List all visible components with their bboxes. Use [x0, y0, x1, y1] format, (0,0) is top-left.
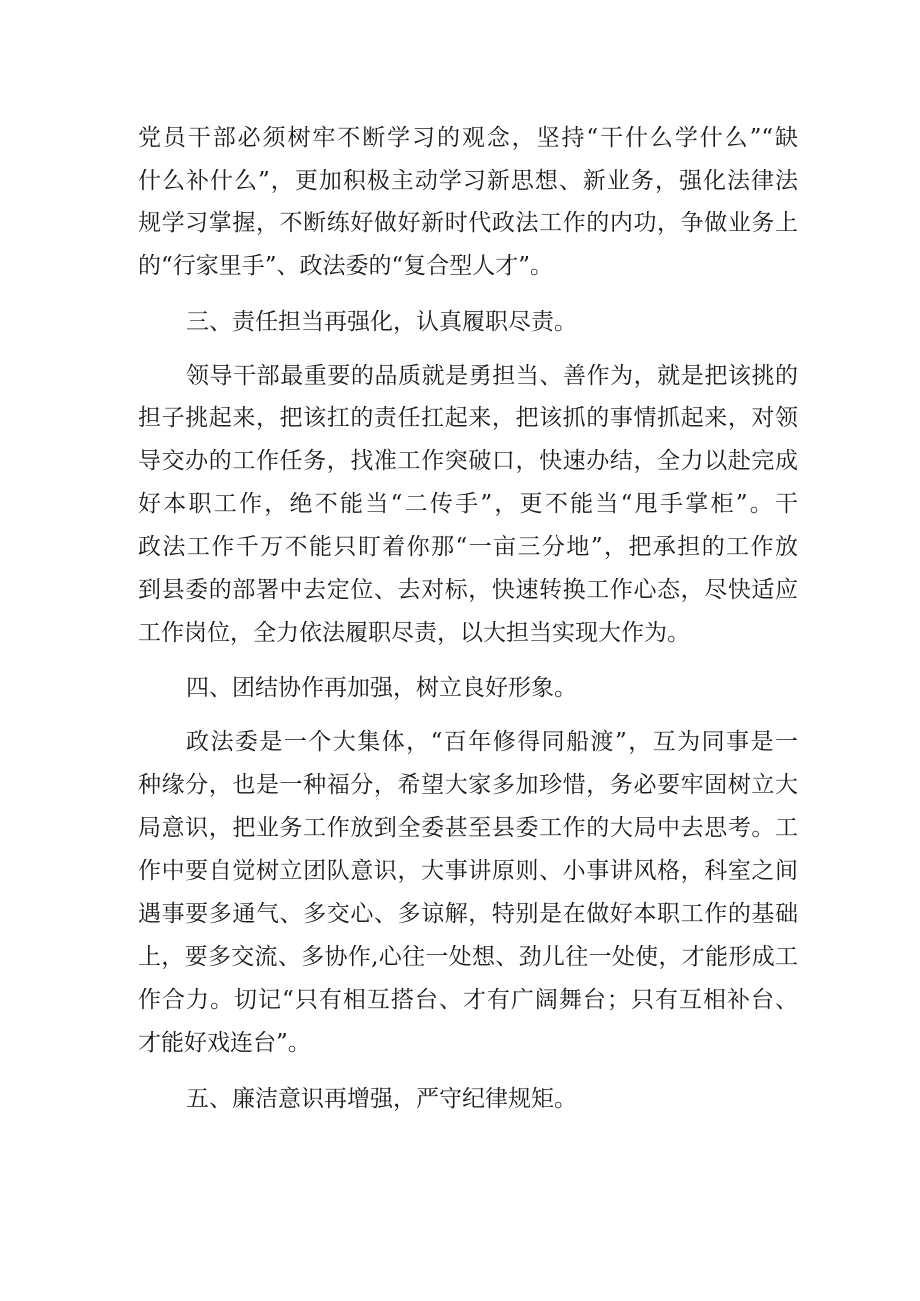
paragraph-line: 政法委是一个大集体，“百年修得同船渡”，互为同事是一 [186, 729, 798, 755]
paragraph-line: 才能好戏连台”。 [138, 1030, 311, 1056]
paragraph-line: 的“行家里手”、政法委的“复合型人才”。 [138, 253, 554, 279]
paragraph-line: 种缘分，也是一种福分，希望大家多加珍惜，务必要牢固树立大 [138, 772, 798, 798]
paragraph-line: 什么补什么”，更加积极主动学习新思想、新业务，强化法律法 [138, 168, 798, 194]
paragraph-line: 导交办的工作任务，找准工作突破口，快速办结，全力以赴完成 [138, 448, 798, 474]
paragraph-line: 政法工作千万不能只盯着你那“一亩三分地”，把承担的工作放 [138, 534, 798, 560]
section-heading: 四、团结协作再加强，树立良好形象。 [186, 675, 577, 701]
section-heading: 五、廉洁意识再增强，严守纪律规矩。 [186, 1086, 577, 1112]
paragraph-line: 遇事要多通气、多交心、多谅解，特别是在做好本职工作的基础 [138, 901, 798, 927]
paragraph-line: 作中要自觉树立团队意识，大事讲原则、小事讲风格，科室之间 [138, 858, 798, 884]
section-heading: 三、责任担当再强化，认真履职尽责。 [186, 309, 577, 335]
paragraph-line: 作合力。切记“只有相互搭台、才有广阔舞台；只有互相补台、 [138, 987, 798, 1013]
paragraph-line: 到县委的部署中去定位、去对标，快速转换工作心态，尽快适应 [138, 577, 798, 603]
paragraph-line: 好本职工作，绝不能当“二传手”，更不能当“甩手掌柜”。干 [138, 491, 798, 517]
paragraph-line: 规学习掌握，不断练好做好新时代政法工作的内功，争做业务上 [138, 210, 798, 236]
paragraph-line: 上，要多交流、多协作,心往一处想、劲儿往一处使，才能形成工 [138, 944, 798, 970]
paragraph-line: 领导干部最重要的品质就是勇担当、善作为，就是把该挑的 [186, 363, 798, 389]
paragraph-line: 党员干部必须树牢不断学习的观念，坚持“干什么学什么”“缺 [138, 125, 798, 151]
paragraph-line: 工作岗位，全力依法履职尽责，以大担当实现大作为。 [138, 620, 690, 646]
paragraph-line: 局意识，把业务工作放到全委甚至县委工作的大局中去思考。工 [138, 815, 798, 841]
paragraph-line: 担子挑起来，把该扛的责任扛起来，把该抓的事情抓起来，对领 [138, 405, 798, 431]
